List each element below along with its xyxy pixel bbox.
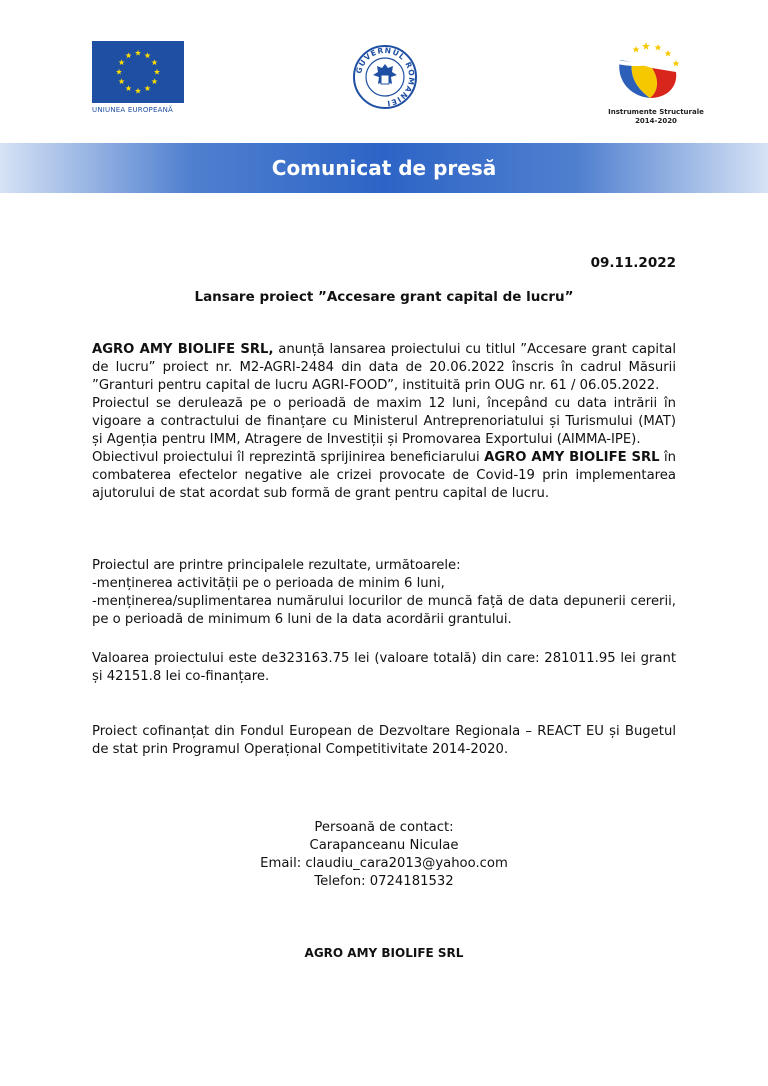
eu-star-icon [125,52,131,58]
funding-statement: Proiect cofinanțat din Fondul European de Dezvoltare Regionala – REACT EU și Bugetul de stat prin Programul Operațional Competitivitate 2014-2020. [92,724,676,757]
eu-star-icon [144,52,150,58]
banner-title: Comunicat de presă [271,156,497,180]
eu-logo [92,41,184,114]
contact-phone: Telefon: 0724181532 [314,874,454,889]
paragraph-objective [92,449,676,503]
title-banner [0,143,768,193]
paragraph-duration: Proiectul se derulează pe o perioadă de maxim 12 luni, începând cu data intrării în vigoare a contractului de finanțare cu Ministerul Antreprenoriatului și Turismului (MAT) și Agenția pentru IMM, Atragere de Investiții și Promovarea Exportului (AIMMA-IPE). [92,396,676,447]
gov-ring-text: GUVERNUL ROMÂNIEI [354,45,417,108]
company-name-inline: AGRO AMY BIOLIFE SRL [484,450,660,465]
headline: Lansare proiect ”Accesare grant capital de lucru” [194,289,574,305]
is-caption-line2: 2014-2020 [635,117,677,125]
instrumente-structurale-logo [606,38,706,126]
footer-company: AGRO AMY BIOLIFE SRL [304,946,464,960]
eu-star-icon [154,69,160,75]
eu-star-icon [135,88,141,94]
body-block-funding [92,723,676,759]
announcement-text: anunță lansarea proiectului cu titlul ”Accesare grant capital de lucru” proiect nr. M2-AGRI-2484 din data de 20.06.2022 înscris în cadrul Măsurii ”Granturi pentru capital de lucru AGRI-FOOD”, instituită prin OUG nr. 61 / 06.05.2022. [92,342,677,393]
contact-block [0,819,768,891]
paragraph-announcement [92,341,676,395]
is-caption-line1: Instrumente Structurale [608,108,704,116]
body-block-intro [92,341,676,503]
eu-star-icon [135,50,141,56]
eu-star-icon [116,69,122,75]
result-item-2: -menținerea/suplimentarea numărului locurilor de muncă față de data depunerii cererii, pe o perioadă de minimum 6 luni de la data acordării grantului. [92,594,676,627]
press-release-date: 09.11.2022 [590,255,676,271]
company-name: AGRO AMY BIOLIFE SRL, [92,342,274,357]
eu-flag-icon [92,41,184,103]
results-intro: Proiectul are printre principalele rezultate, următoarele: [92,558,461,573]
instrumente-structurale-icon [606,38,706,104]
eu-star-icon [144,85,150,91]
logo-strip [0,38,768,128]
romanian-government-seal-icon [352,44,418,110]
result-item-1: -menținerea activității pe o perioada de minim 6 luni, [92,576,445,591]
eu-star-icon [119,59,125,65]
eu-star-icon [125,85,131,91]
body-block-value [92,650,676,686]
contact-label: Persoană de contact: [314,820,454,835]
eu-star-icon [151,59,157,65]
eu-star-icon [151,78,157,84]
objective-text-start: Obiectivul proiectului îl reprezintă sprijinirea beneficiarului [92,450,485,465]
project-value: Valoarea proiectului este de323163.75 lei (valoare totală) din care: 281011.95 lei grant și 42151.8 lei co-finanțare. [92,651,676,684]
contact-name: Carapanceanu Niculae [309,838,459,853]
body-block-results [92,557,676,629]
objective-text-end: în combaterea efectelor negative ale crizei provocate de Covid-19 prin implementarea ajutorului de stat acordat sub formă de grant pentru capital de lucru. [92,450,676,501]
eu-caption: UNIUNEA EUROPEANĂ [92,106,173,114]
eu-star-icon [119,78,125,84]
contact-email: Email: claudiu_cara2013@yahoo.com [260,856,508,871]
